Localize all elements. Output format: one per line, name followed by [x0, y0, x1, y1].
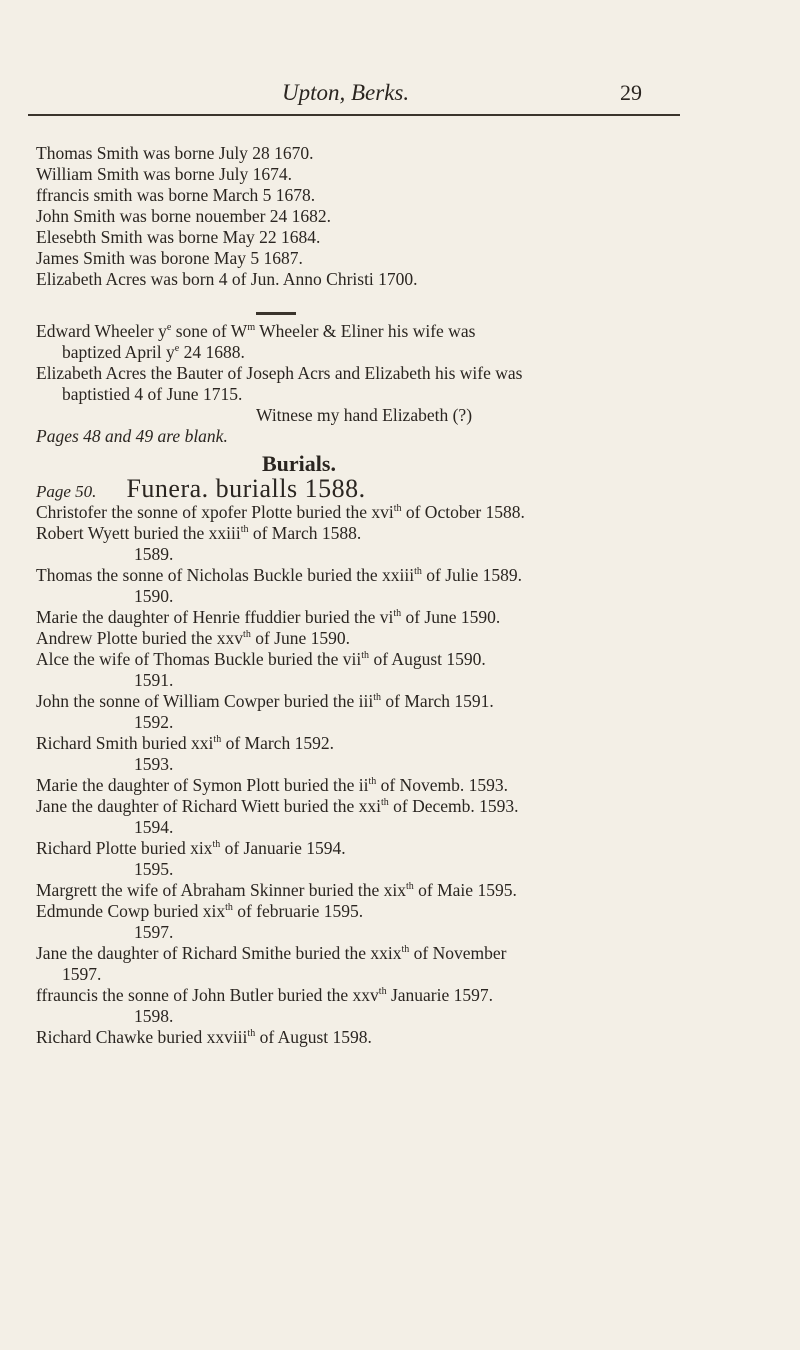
year-heading: 1597. [134, 922, 174, 942]
editor-note: Pages 48 and 49 are blank. [36, 426, 228, 446]
birth-entry: Elizabeth Acres was born 4 of Jun. Anno Christi 1700. [36, 269, 418, 289]
burial-entry: Richard Chawke buried xxviii$^{th}$ of August 1598. [36, 1027, 372, 1047]
year-heading: 1597. [62, 964, 102, 984]
birth-entry: John Smith was borne nouember 24 1682. [36, 206, 332, 226]
burial-entry: Andrew Plotte buried the xxv$^{th}$ of June 1590. [36, 628, 350, 648]
header-rule [28, 114, 680, 116]
burial-entry: Robert Wyett buried the xxiii$^{th}$ of March 1588. [36, 523, 362, 543]
birth-entry: ffrancis smith was borne March 5 1678. [36, 185, 316, 205]
burial-entry: Marie the daughter of Symon Plott buried the $ii^{th}$ of Novemb. 1593. [36, 775, 508, 795]
burial-entry: Jane the daughter of Richard Smithe buried the xxix$^{th}$ of November [36, 943, 507, 963]
baptism-entry-cont: baptized April $y^e$ 24 1688. [62, 342, 245, 362]
page-reference: Page 50. [36, 482, 97, 501]
birth-entry: James Smith was borone May 5 1687. [36, 248, 303, 268]
birth-entry: William Smith was borne July 1674. [36, 164, 292, 184]
burial-entries [36, 502, 696, 1048]
running-title: Upton, Berks. [282, 80, 410, 105]
burial-entry: Richard Smith buried xxi$^{th}$ of March 1592. [36, 733, 334, 753]
register-content [36, 143, 696, 1048]
burial-entry: John the sonne of William Cowper buried the iii$^{th}$ of March 1591. [36, 691, 494, 711]
burial-entry: Jane the daughter of Richard Wiett buried the xxi$^{th}$ of Decemb. 1593. [36, 796, 519, 816]
burial-entry: Richard Plotte buried xix$^{th}$ of Januarie 1594. [36, 838, 346, 858]
baptism-entry: Edward Wheeler $y^e$ sone of $W^m$ Wheeler & Eliner his wife was [36, 321, 476, 341]
birth-entry: Thomas Smith was borne July 28 1670. [36, 143, 314, 163]
birth-entry: Elesebth Smith was borne May 22 1684. [36, 227, 321, 247]
witness-line: Witnese my hand Elizabeth (?) [256, 405, 473, 425]
baptism-entry: Elizabeth Acres the Bauter of Joseph Acrs and Elizabeth his wife was [36, 363, 523, 383]
page-header [0, 80, 800, 110]
burial-entry: Christofer the sonne of xpofer Plotte buried the xvi$^{th}$ of October 1588. [36, 502, 525, 522]
year-heading: 1594. [134, 817, 174, 837]
burial-entry: Margrett the wife of Abraham Skinner buried the xix$^{th}$ of Maie 1595. [36, 880, 517, 900]
year-heading: 1589. [134, 544, 174, 564]
births-section [36, 143, 696, 290]
burial-entry: Marie the daughter of Henrie ffuddier buried the $vi^{th}$ of June 1590. [36, 607, 501, 627]
baptism-entry-cont: baptistied 4 of June 1715. [62, 384, 243, 404]
year-heading: 1590. [134, 586, 174, 606]
section-divider [256, 312, 296, 315]
burials-heading: Burials. [262, 451, 336, 476]
funera-heading [36, 474, 696, 503]
burial-entry: Thomas the sonne of Nicholas Buckle buried the xxiii$^{th}$ of Julie 1589. [36, 565, 523, 585]
baptisms-section [36, 321, 696, 447]
year-heading: 1591. [134, 670, 174, 690]
year-heading: 1598. [134, 1006, 174, 1026]
year-heading: 1593. [134, 754, 174, 774]
year-heading: 1595. [134, 859, 174, 879]
burial-entry: Edmunde Cowp buried xix$^{th}$ of februarie 1595. [36, 901, 364, 921]
burial-entry: Alce the wife of Thomas Buckle buried the vii$^{th}$ of August 1590. [36, 649, 486, 669]
funera-title: Funera. burialls 1588. [126, 474, 366, 503]
year-heading: 1592. [134, 712, 174, 732]
burial-entry: ffrauncis the sonne of John Butler buried the xxv$^{th}$ Januarie 1597. [36, 985, 494, 1005]
page-number: 29 [620, 80, 642, 105]
